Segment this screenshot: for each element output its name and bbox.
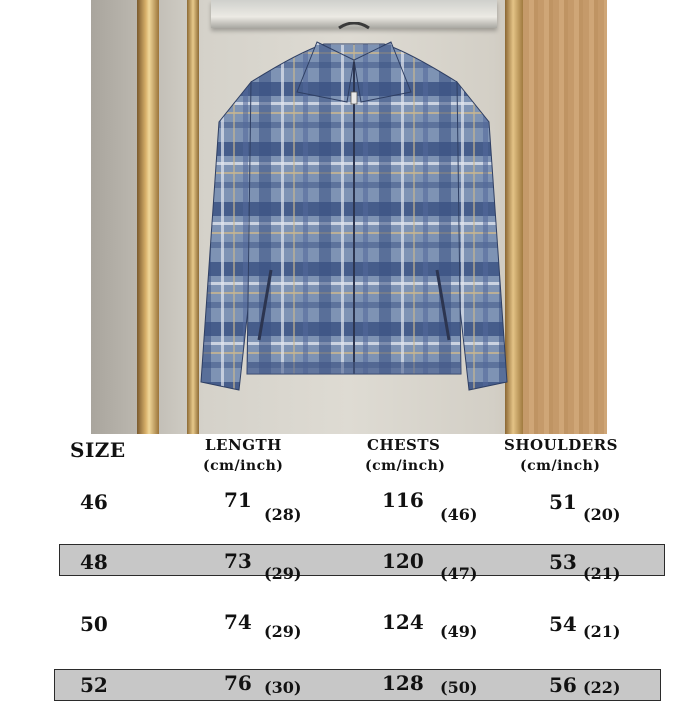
- row-46-length-cm: 71: [224, 488, 252, 512]
- product-photo: [91, 0, 607, 434]
- header-shoulders-unit: (cm/inch): [520, 458, 601, 474]
- header-size: SIZE: [70, 438, 126, 462]
- row-50-shoulder-cm: 54: [549, 612, 577, 636]
- row-48-shoulder-cm: 53: [549, 550, 577, 574]
- row-48-chest-in: (47): [440, 564, 478, 583]
- wood-panel: [523, 0, 607, 434]
- row-50-chest-cm: 124: [382, 610, 424, 634]
- header-length: LENGTH: [205, 436, 282, 454]
- header-chests: CHESTS: [367, 436, 441, 454]
- row-50-shoulder-in: (21): [583, 622, 621, 641]
- row-46-size: 46: [80, 490, 108, 514]
- row-46-shoulder-in: (20): [583, 505, 621, 524]
- row-52-chest-in: (50): [440, 678, 478, 697]
- row-52-size: 52: [80, 673, 108, 697]
- row-50-chest-in: (49): [440, 622, 478, 641]
- plaid-jacket-image: [199, 22, 509, 412]
- header-chests-unit: (cm/inch): [365, 458, 446, 474]
- row-48-length-cm: 73: [224, 549, 252, 573]
- brass-frame-left: [137, 0, 159, 434]
- row-48-length-in: (29): [264, 564, 302, 583]
- row-46-length-in: (28): [264, 505, 302, 524]
- row-52-length-cm: 76: [224, 671, 252, 695]
- row-50-length-in: (29): [264, 622, 302, 641]
- row-48-chest-cm: 120: [382, 549, 424, 573]
- brass-frame-left-inner: [187, 0, 199, 434]
- row-46-chest-cm: 116: [382, 488, 424, 512]
- row-50-size: 50: [80, 612, 108, 636]
- row-48-size: 48: [80, 550, 108, 574]
- row-46-shoulder-cm: 51: [549, 490, 577, 514]
- row-46-chest-in: (46): [440, 505, 478, 524]
- row-52-length-in: (30): [264, 678, 302, 697]
- row-52-chest-cm: 128: [382, 671, 424, 695]
- row-52-shoulder-in: (22): [583, 678, 621, 697]
- row-48-shoulder-in: (21): [583, 564, 621, 583]
- row-52-shoulder-cm: 56: [549, 673, 577, 697]
- header-shoulders: SHOULDERS: [504, 436, 618, 454]
- row-50-length-cm: 74: [224, 610, 252, 634]
- header-length-unit: (cm/inch): [203, 458, 284, 474]
